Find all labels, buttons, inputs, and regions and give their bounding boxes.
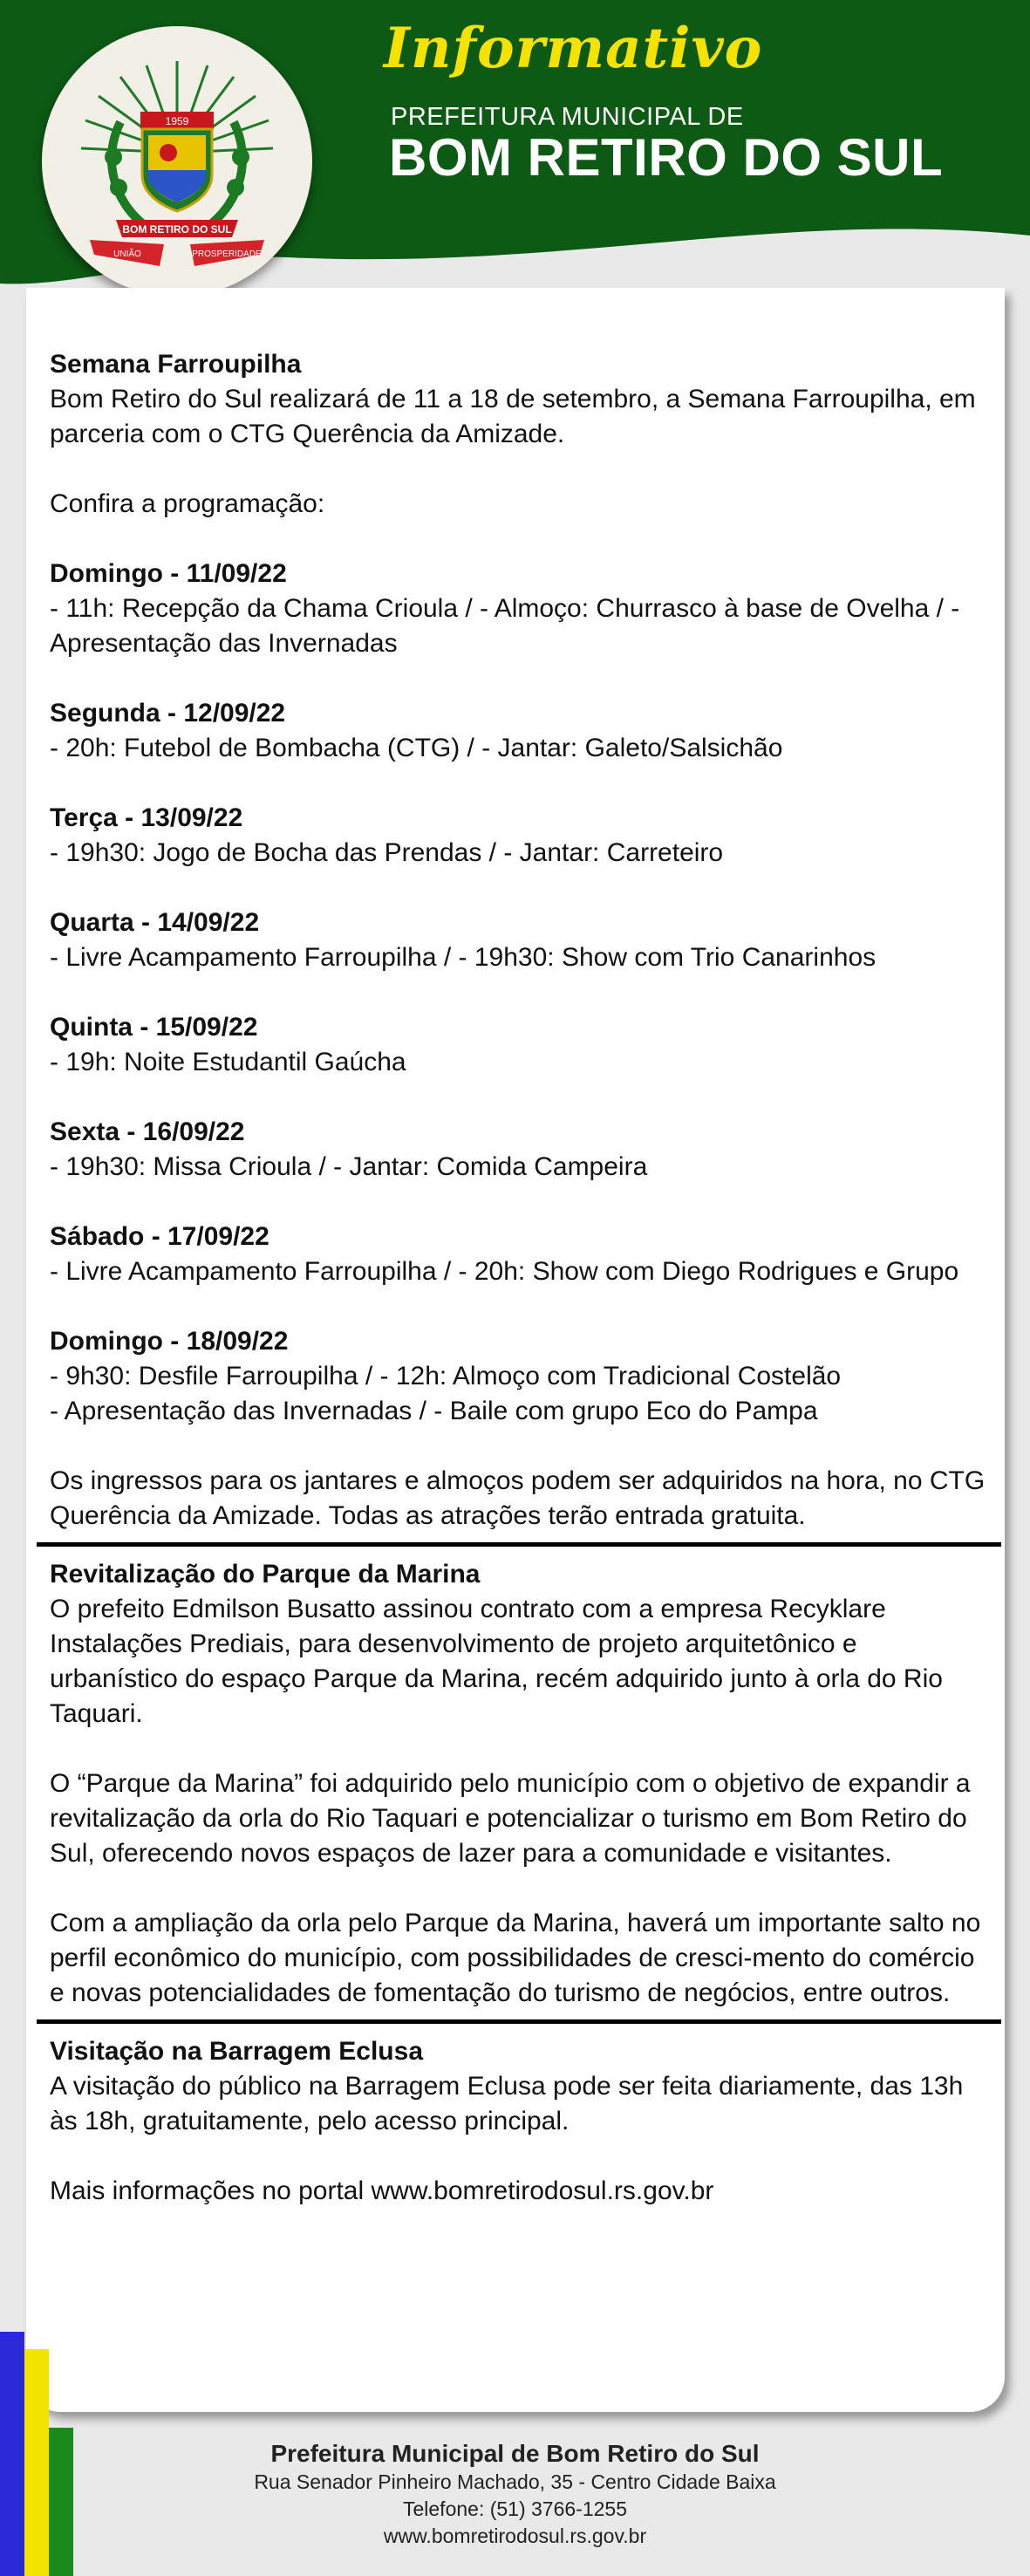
footer-address: Rua Senador Pinheiro Machado, 35 - Centro Cidade Baixa: [254, 2470, 776, 2493]
day-activities: - 11h: Recepção da Chama Crioula / - Almoço: Churrasco à base de Ovelha / - Apresentação das Invernadas: [50, 594, 960, 658]
header-banner: [0, 0, 1030, 297]
day-title: Sexta - 16/09/22: [50, 1117, 245, 1146]
footer: [0, 2439, 1030, 2550]
paragraph: O prefeito Edmilson Busatto assinou contrato com a empresa Recyklare Instalações Prediais, para desenvolvimento de projeto arquitetônico e urbanístico do espaço Parque da Marina, recém adquirido junto à orla do Rio Taquari.: [50, 1595, 943, 1728]
day-activities: - Livre Acampamento Farroupilha / - 20h: Show com Diego Rodrigues e Grupo: [50, 1257, 959, 1286]
section-heading-parque-marina: Revitalização do Parque da Marina: [50, 1560, 481, 1589]
day-activities: - 20h: Futebol de Bombacha (CTG) / - Jantar: Galeto/Salsichão: [50, 734, 783, 762]
day-title: Sábado - 17/09/22: [50, 1222, 269, 1251]
section-divider: [37, 1542, 1001, 1547]
svg-text:BOM RETIRO DO SUL: BOM RETIRO DO SUL: [122, 223, 232, 236]
section-intro: Bom Retiro do Sul realizará de 11 a 18 de setembro, a Semana Farroupilha, em parceria com o CTG Querência da Amizade.: [50, 385, 976, 448]
footer-website: www.bomretirodosul.rs.gov.br: [383, 2525, 647, 2547]
day-activities: - 9h30: Desfile Farroupilha / - 12h: Almoço com Tradicional Costelão: [50, 1362, 842, 1390]
footer-phone: Telefone: (51) 3766-1255: [402, 2497, 628, 2520]
paragraph: A visitação do público na Barragem Eclusa pode ser feita diariamente, das 13h às 18h, gratuitamente, pelo acesso principal.: [50, 2072, 964, 2135]
paragraph: Com a ampliação da orla pelo Parque da Marina, haverá um importante salto no perfil econômico do município, com possibilidades de cresci-mento do comércio e novas potencialidades de fomentação do turismo de negócios, entre outros.: [50, 1909, 981, 2007]
section-heading-semana-farroupilha: Semana Farroupilha: [50, 350, 302, 379]
svg-text:1959: 1959: [165, 115, 189, 127]
day-title: Quinta - 15/09/22: [50, 1013, 258, 1042]
section-heading-barragem-eclusa: Visitação na Barragem Eclusa: [50, 2037, 423, 2066]
footer-name: Prefeitura Municipal de Bom Retiro do Sul: [270, 2440, 760, 2467]
svg-text:UNIÃO: UNIÃO: [113, 249, 141, 259]
section-divider: [37, 2019, 1001, 2024]
header-subtitle-big: BOM RETIRO DO SUL: [389, 128, 944, 187]
header-title: Informativo: [384, 16, 763, 81]
day-title: Terça - 13/09/22: [50, 803, 243, 832]
paragraph: O “Parque da Marina” foi adquirido pelo município com o objetivo de expandir a revitalização da orla do Rio Taquari e potencializar o turismo em Bom Retiro do Sul, oferecendo novos espaços de lazer para a comunidade e visitantes.: [50, 1769, 971, 1868]
content-body: [50, 347, 988, 2209]
day-activities: - Apresentação das Invernadas / - Baile com grupo Eco do Pampa: [50, 1397, 818, 1425]
section-closing: Os ingressos para os jantares e almoços podem ser adquiridos na hora, no CTG Querência da Amizade. Todas as atrações terão entrada gratuita.: [50, 1466, 986, 1530]
day-activities: - 19h30: Jogo de Bocha das Prendas / - Jantar: Carreteiro: [50, 838, 724, 867]
day-activities: - Livre Acampamento Farroupilha / - 19h30: Show com Trio Canarinhos: [50, 943, 877, 972]
day-title: Segunda - 12/09/22: [50, 699, 286, 728]
header-subtitle-small: PREFEITURA MUNICIPAL DE: [391, 103, 744, 131]
day-title: Domingo - 11/09/22: [50, 559, 287, 588]
day-title: Domingo - 18/09/22: [50, 1327, 289, 1356]
day-title: Quarta - 14/09/22: [50, 908, 260, 937]
day-activities: - 19h30: Missa Crioula / - Jantar: Comida Campeira: [50, 1152, 648, 1181]
programacao-label: Confira a programação:: [50, 489, 325, 518]
day-activities: - 19h: Noite Estudantil Gaúcha: [50, 1048, 406, 1076]
portal-info: Mais informações no portal www.bomretirodosul.rs.gov.br: [50, 2176, 714, 2205]
svg-text:PROSPERIDADE: PROSPERIDADE: [192, 249, 262, 259]
municipal-coat-of-arms-logo: [42, 26, 312, 297]
